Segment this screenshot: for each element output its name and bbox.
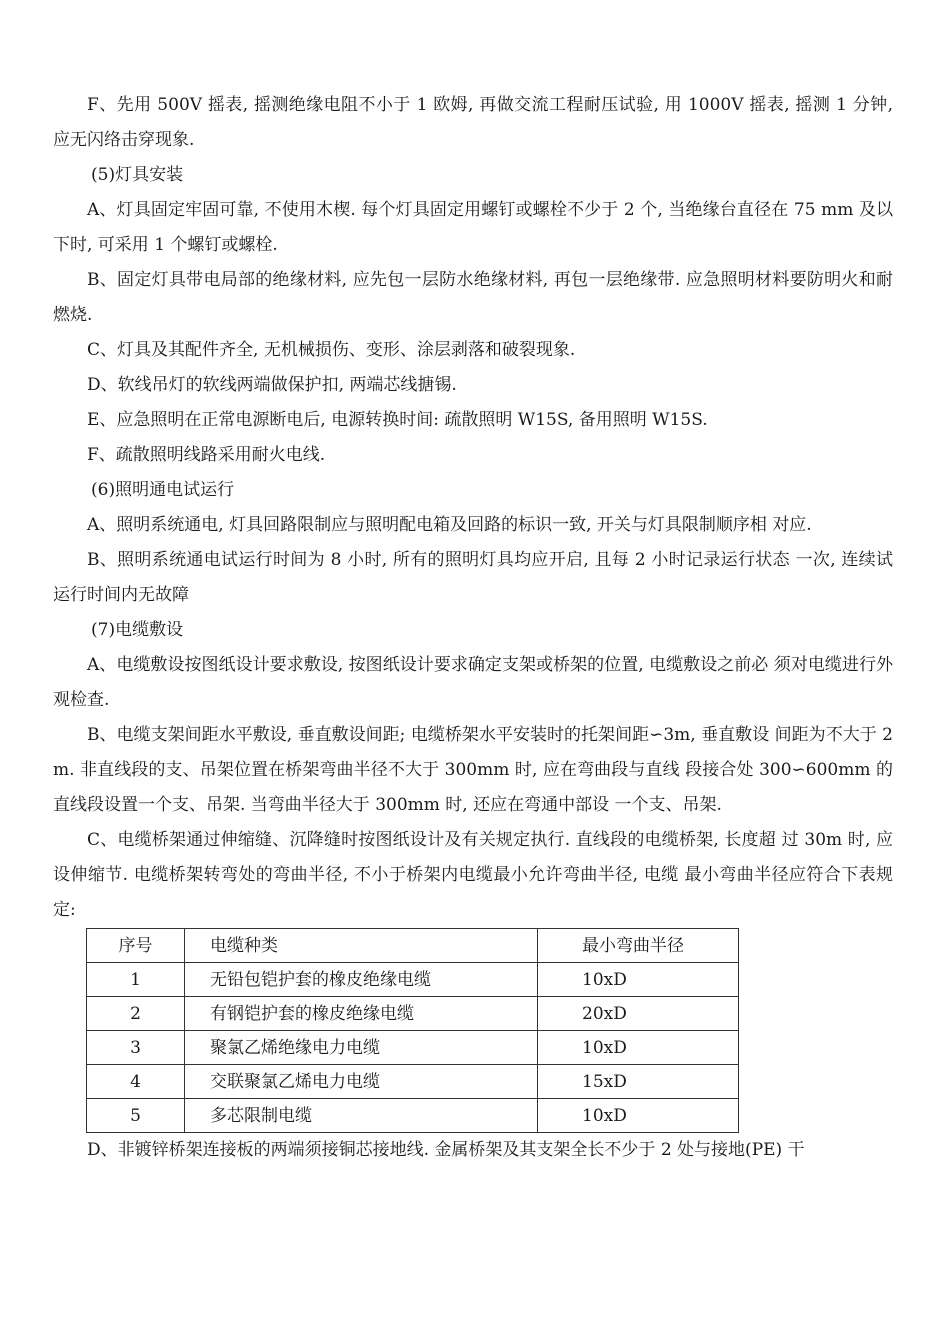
table-cell-no: 4	[87, 1065, 185, 1099]
table-cell-min-radius: 20xD	[538, 997, 739, 1031]
paragraph-e-emergency-lighting: E、应急照明在正常电源断电后, 电源转换时间: 疏散照明 W15S, 备用照明 W15S.	[87, 410, 708, 430]
table-cell-cable-type: 有钢铠护套的橡皮绝缘电缆	[185, 997, 538, 1031]
table-header-min-radius: 最小弯曲半径	[538, 929, 739, 963]
paragraph-a-lamp-fixing: A、灯具固定牢固可靠, 不使用木楔. 每个灯具固定用螺钉或螺栓不少于 2 个, 当绝缘台直径在 75 mm 及以下时, 可采用 1 个螺钉或螺栓.	[53, 200, 893, 255]
table-row	[87, 1031, 739, 1065]
paragraph-b-support-spacing: B、电缆支架间距水平敷设, 垂直敷设间距; 电缆桥架水平安装时的托架间距∽3m, 垂直敷设 间距为不大于 2m. 非直线段的支、吊架位置在桥架弯曲半径不大于 300mm 时, 应在弯曲段与直线 段接合处 300∽600mm 的直线段设置一个支、吊架. 当弯曲半径大于 300mm 时, 还应在弯通中部设 一个支、吊架.	[53, 725, 893, 815]
section-heading-cable-laying: (7)电缆敷设	[91, 620, 184, 640]
paragraph-f-evacuation-wiring: F、疏散照明线路采用耐火电线.	[87, 445, 326, 465]
table-cell-min-radius: 10xD	[538, 1031, 739, 1065]
bend-radius-table	[86, 928, 739, 1133]
table-cell-cable-type: 交联聚氯乙烯电力电缆	[185, 1065, 538, 1099]
section-heading-lamp-install: (5)灯具安装	[91, 165, 184, 185]
table-cell-cable-type: 无铅包铠护套的橡皮绝缘电缆	[185, 963, 538, 997]
table-cell-no: 1	[87, 963, 185, 997]
table-row	[87, 997, 739, 1031]
paragraph-a-lighting-power-on: A、照明系统通电, 灯具回路限制应与照明配电箱及回路的标识一致, 开关与灯具限制顺序相 对应.	[87, 515, 812, 535]
table-row	[87, 1099, 739, 1133]
paragraph-c-fittings: C、灯具及其配件齐全, 无机械损伤、变形、涂层剥落和破裂现象.	[87, 340, 576, 360]
paragraph-b-trial-run: B、照明系统通电试运行时间为 8 小时, 所有的照明灯具均应开启, 且每 2 小时记录运行状态 一次, 连续试运行时间内无故障	[53, 550, 893, 605]
section-heading-lighting-trial: (6)照明通电试运行	[91, 480, 235, 500]
table-header-row	[87, 929, 739, 963]
paragraph-a-cable-inspection: A、电缆敷设按图纸设计要求敷设, 按图纸设计要求确定支架或桥架的位置, 电缆敷设之前必 须对电缆进行外观检查.	[53, 655, 893, 710]
table-row	[87, 963, 739, 997]
table-header-cable-type: 电缆种类	[185, 929, 538, 963]
table-cell-min-radius: 10xD	[538, 1099, 739, 1133]
document-body	[53, 88, 893, 1168]
table-cell-no: 3	[87, 1031, 185, 1065]
table-cell-no: 5	[87, 1099, 185, 1133]
table-cell-cable-type: 多芯限制电缆	[185, 1099, 538, 1133]
paragraph-b-insulation: B、固定灯具带电局部的绝缘材料, 应先包一层防水绝缘材料, 再包一层绝缘带. 应急照明材料要防明火和耐燃烧.	[53, 270, 893, 325]
paragraph-f-megger-test: F、先用 500V 摇表, 摇测绝缘电阻不小于 1 欧姆, 再做交流工程耐压试验, 用 1000V 摇表, 摇测 1 分钟, 应无闪络击穿现象.	[53, 95, 893, 150]
table-cell-min-radius: 10xD	[538, 963, 739, 997]
table-cell-no: 2	[87, 997, 185, 1031]
paragraph-c-expansion-joint: C、电缆桥架通过伸缩缝、沉降缝时按图纸设计及有关规定执行. 直线段的电缆桥架, 长度超 过 30m 时, 应设伸缩节. 电缆桥架转弯处的弯曲半径, 不小于桥架内电缆最小允许弯曲半径, 电缆 最小弯曲半径应符合下表规定:	[53, 830, 893, 920]
paragraph-d-pendant-lamp: D、软线吊灯的软线两端做保护扣, 两端芯线搪锡.	[87, 375, 457, 395]
table-cell-cable-type: 聚氯乙烯绝缘电力电缆	[185, 1031, 538, 1065]
table-header-no: 序号	[87, 929, 185, 963]
paragraph-d-grounding: D、非镀锌桥架连接板的两端须接铜芯接地线. 金属桥架及其支架全长不少于 2 处与接地(PE) 干	[87, 1140, 805, 1160]
table-cell-min-radius: 15xD	[538, 1065, 739, 1099]
table-row	[87, 1065, 739, 1099]
